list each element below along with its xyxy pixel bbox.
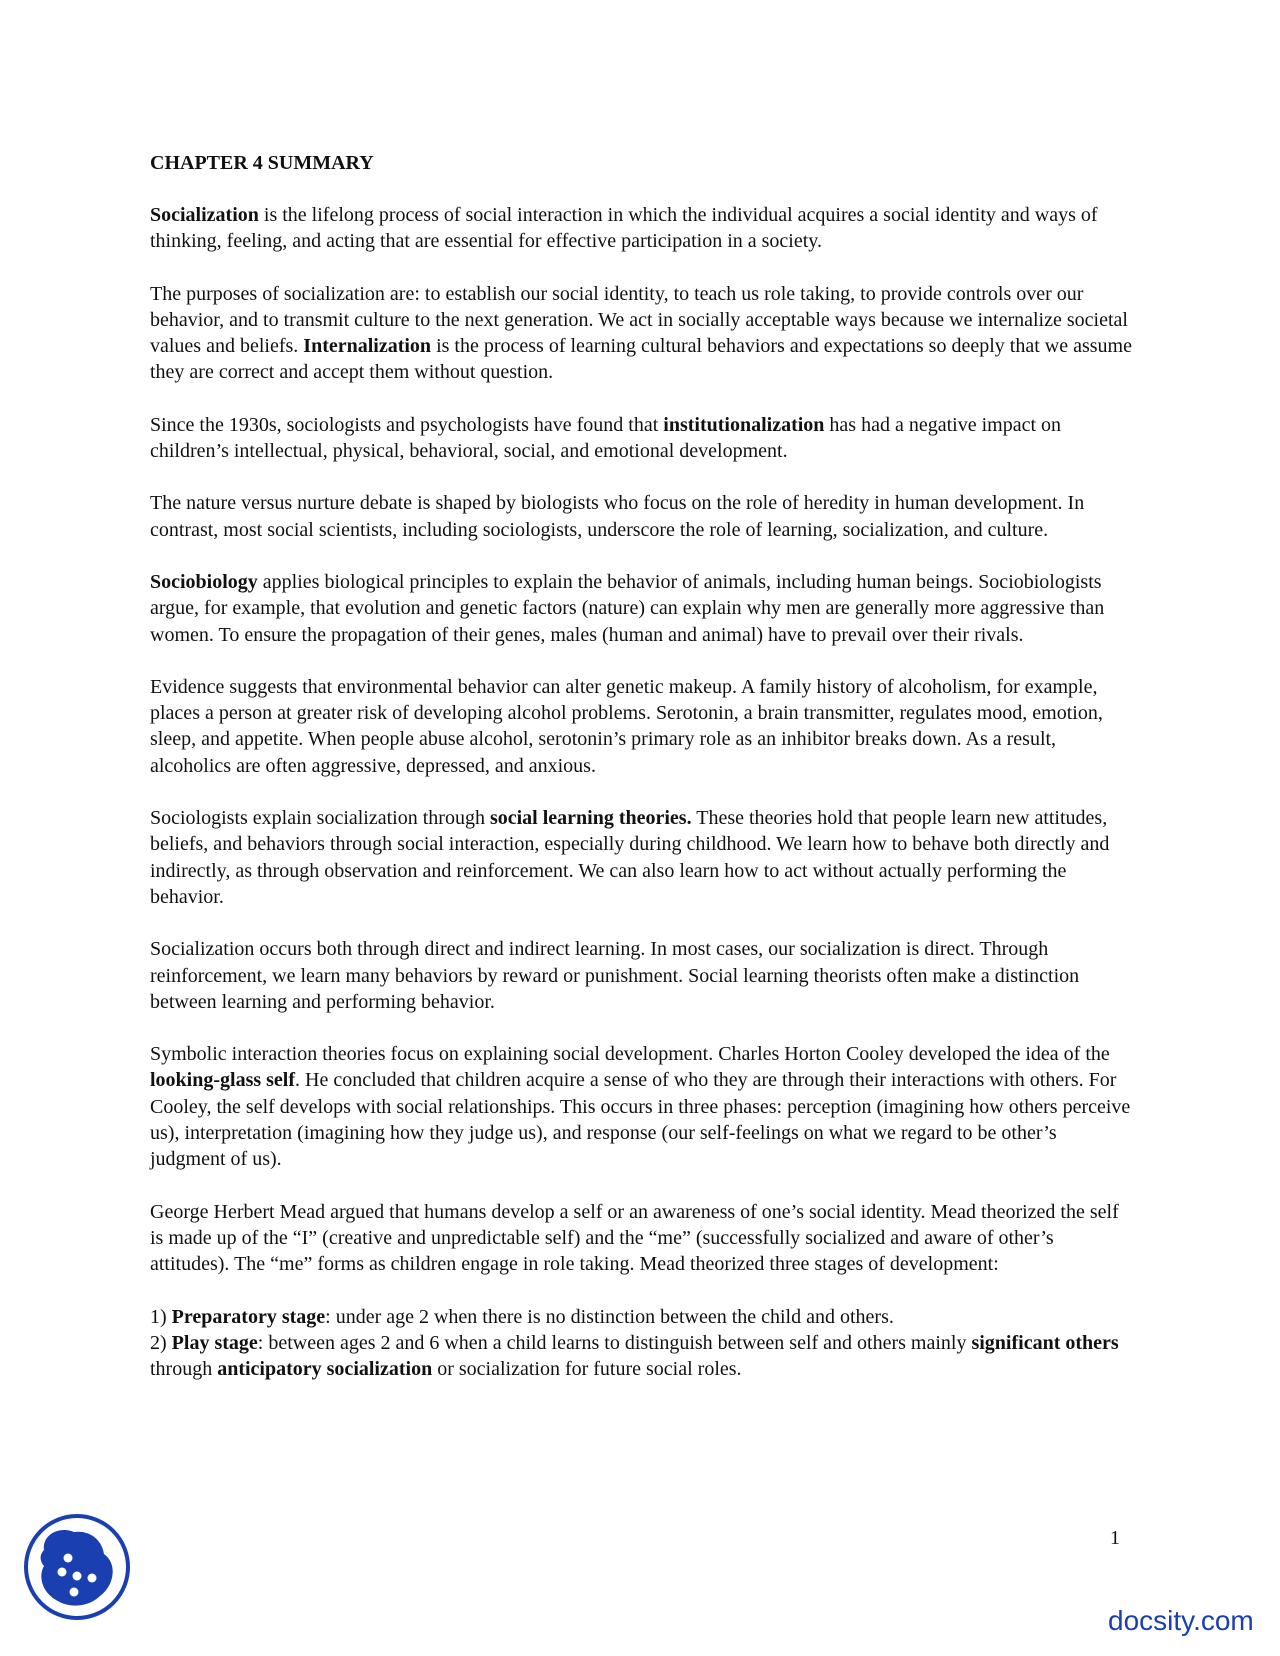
bold-term: Play stage <box>171 1331 258 1354</box>
text-segment: George Herbert Mead argued that humans develop a self or an awareness of one’s social identity. Mead theorized the self is made up of the “I” (creative and unpredictable self) and the “me” (successfully socialized and aware of other’s attitudes). The “me” forms as children engage in role taking. Mead theorized three stages of development: <box>150 1200 1119 1276</box>
list-item-play-stage <box>150 1330 1135 1383</box>
bold-term: Internalization <box>303 335 432 358</box>
bold-term: Preparatory stage <box>171 1305 326 1328</box>
paragraph <box>150 674 1135 779</box>
paragraph <box>150 1041 1135 1172</box>
text-segment: The purposes of socialization are: to establish our social identity, to teach us role taking, to provide controls over our behavior, and to transmit culture to the next generation. We act in socially acceptable ways because we internalize societal values and beliefs. <box>150 282 1128 358</box>
paragraph <box>150 412 1135 465</box>
text-segment: has had a negative impact on children’s intellectual, physical, behavioral, social, and emotional development. <box>150 413 1062 463</box>
chapter-title: CHAPTER 4 SUMMARY <box>150 152 374 174</box>
docsity-brand-link[interactable]: docsity.com <box>1108 1605 1254 1636</box>
list-item-preparatory-stage <box>150 1304 1135 1330</box>
paragraph <box>150 281 1135 386</box>
document-body <box>150 150 1135 1382</box>
text-segment: These theories hold that people learn new attitudes, beliefs, and behaviors through social interaction, especially during childhood. We learn how to behave both directly and indirectly, as through observation and reinforcement. We can also learn how to act without actually performing the behavior. <box>150 807 1110 908</box>
bold-term: anticipatory socialization <box>217 1358 433 1381</box>
page-number: 1 <box>1110 1527 1120 1549</box>
text-segment: : between ages 2 and 6 when a child learns to distinguish between self and others mainly <box>257 1331 972 1354</box>
bold-term: significant others <box>971 1331 1119 1354</box>
paragraph <box>150 1199 1135 1278</box>
bold-term: Sociobiology <box>150 570 258 593</box>
text-segment: Evidence suggests that environmental behavior can alter genetic makeup. A family history of alcoholism, for example, places a person at greater risk of developing alcohol problems. Serotonin, a brain transmitter, regulates mood, emotion, sleep, and appetite. When people abuse alcohol, serotonin’s primary role as an inhibitor breaks down. As a result, alcoholics are often aggressive, depressed, and anxious. <box>150 675 1103 777</box>
text-segment: 2) <box>150 1331 172 1354</box>
docsity-logo-icon[interactable] <box>22 1512 132 1622</box>
text-segment: The nature versus nurture debate is shaped by biologists who focus on the role of heredity in human development. In contrast, most social scientists, including sociologists, underscore the role of learning, socialization, and culture. <box>150 492 1085 541</box>
paragraph <box>150 936 1135 1015</box>
text-segment: applies biological principles to explain the behavior of animals, including human beings. Sociobiologists argue, for example, that evolution and genetic factors (nature) can explain why men are generally more aggressive than women. To ensure the propagation of their genes, males (human and animal) have to prevail over their rivals. <box>150 570 1105 646</box>
paragraph <box>150 202 1135 255</box>
text-segment: is the lifelong process of social interaction in which the individual acquires a social identity and ways of thinking, feeling, and acting that are essential for effective participation in a society. <box>150 204 1098 253</box>
text-segment: through <box>150 1358 218 1381</box>
text-segment: or socialization for future social roles. <box>432 1358 742 1381</box>
text-segment: : under age 2 when there is no distinction between the child and others. <box>325 1305 894 1328</box>
text-segment: . He concluded that children acquire a sense of who they are through their interactions with others. For Cooley, the self develops with social relationships. This occurs in three phases: perception (imagining how others perceive us), interpretation (imagining how they judge us), and response (our self-feelings on what we regard to be other’s judgment of us). <box>150 1069 1131 1171</box>
text-segment: Symbolic interaction theories focus on explaining social development. Charles Horton Cooley developed the idea of the <box>150 1043 1110 1066</box>
text-segment: 1) <box>150 1305 172 1328</box>
text-segment: is the process of learning cultural behaviors and expectations so deeply that we assume they are correct and accept them without question. <box>150 335 1132 384</box>
paragraph <box>150 805 1135 910</box>
bold-term: social learning theories. <box>489 807 692 830</box>
text-segment: Sociologists explain socialization through <box>150 807 490 830</box>
text-segment: Since the 1930s, sociologists and psychologists have found that <box>150 413 664 436</box>
bold-term: looking-glass self <box>150 1069 296 1092</box>
bold-term: institutionalization <box>663 413 825 436</box>
paragraph <box>150 569 1135 648</box>
text-segment: Socialization occurs both through direct and indirect learning. In most cases, our socialization is direct. Through reinforcement, we learn many behaviors by reward or punishment. Social learning theorists often make a distinction between learning and performing behavior. <box>150 938 1080 1013</box>
paragraph <box>150 490 1135 543</box>
bold-term: Socialization <box>150 204 259 226</box>
